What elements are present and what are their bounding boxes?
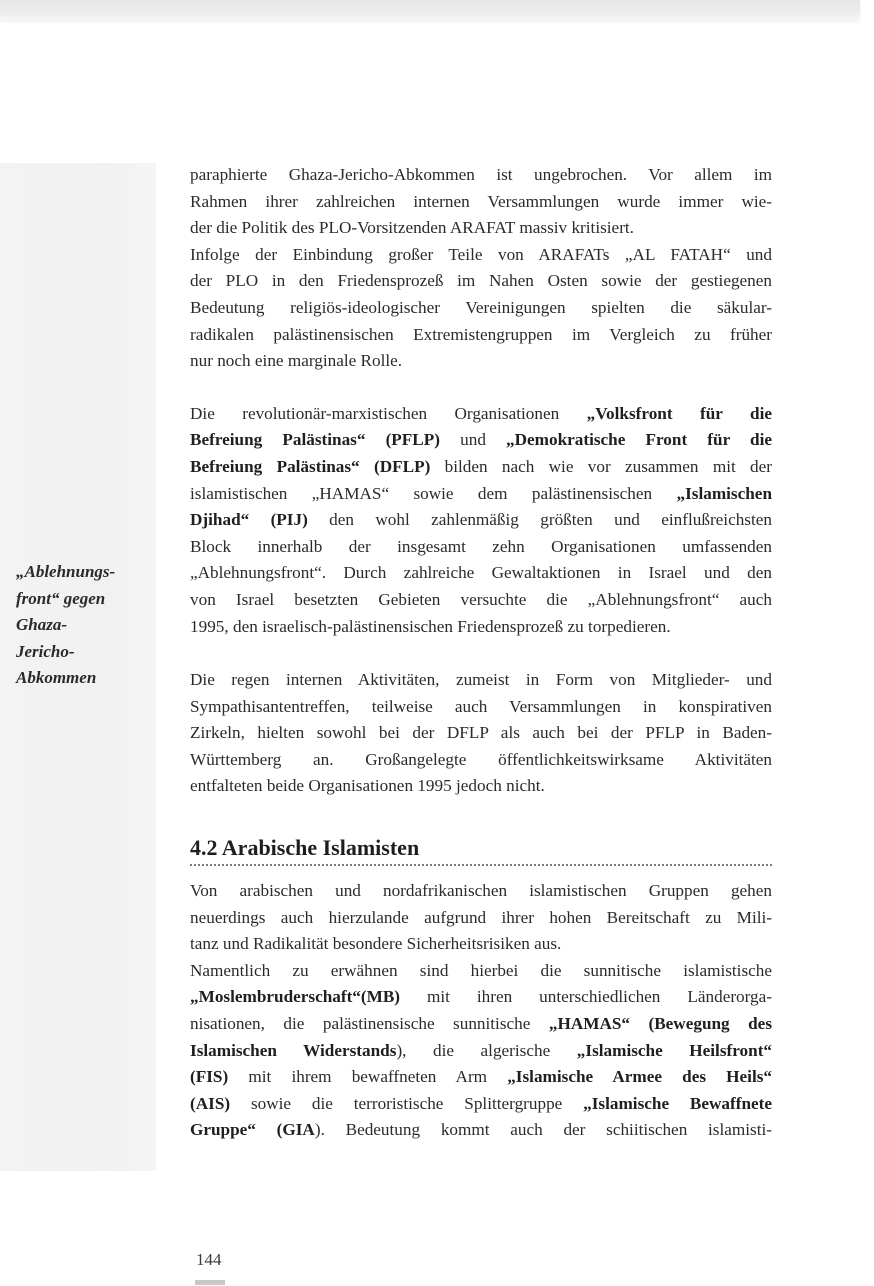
text-line: [190, 1064, 772, 1091]
text-run: ). Bedeutung kommt auch der schiitischen islamisti-: [314, 1120, 772, 1140]
org-name-hamas: „HAMAS“ (Bewegung des: [548, 1014, 772, 1034]
text-run: islamistischen „HAMAS“ sowie dem palästinensischen: [190, 483, 677, 503]
text-line: radikalen palästinensischen Extremistengruppen im Vergleich zu früher: [190, 324, 772, 344]
text-line: tanz und Radikalität besondere Sicherheitsrisiken aus.: [190, 934, 562, 954]
text-run: mit ihren unterschiedlichen Länderorga-: [400, 987, 772, 1007]
paragraph-internal-activities: [190, 667, 772, 800]
marginal-note-line: Jericho-: [16, 641, 75, 661]
text-line: Block innerhalb der insgesamt zehn Organisationen umfassenden: [190, 536, 772, 556]
text-line: nur noch eine marginale Rolle.: [190, 351, 403, 371]
text-line: entfalteten beide Organisationen 1995 jedoch nicht.: [190, 776, 545, 796]
org-name-dflp: Befreiung Palästinas“ (DFLP): [190, 456, 431, 476]
org-name-mb: „Moslembruderschaft“(MB): [190, 987, 401, 1007]
text-line: paraphierte Ghaza-Jericho-Abkommen ist ungebrochen. Vor allem im: [190, 165, 772, 184]
text-line: Infolge der Einbindung großer Teile von ARAFATs „AL FATAH“ und: [190, 244, 772, 264]
text-line: Sympathisantentreffen, teilweise auch Versammlungen in konspirativen: [190, 696, 772, 716]
text-run: ), die algerische: [396, 1040, 577, 1060]
text-line: [190, 1038, 772, 1065]
text-run: und: [440, 430, 507, 450]
text-line: [190, 454, 772, 481]
org-name-pij: Djihad“ (PIJ): [190, 510, 308, 530]
text-line: [190, 984, 772, 1011]
text-line: von Israel besetzten Gebieten versuchte die „Ablehnungsfront“ auch: [190, 589, 772, 609]
marginal-note-line: Abkommen: [16, 668, 97, 688]
text-run: Die revolutionär-marxistischen Organisationen: [190, 403, 587, 423]
org-name-fis: „Islamische Heilsfront“: [576, 1040, 772, 1060]
org-name-pflp: „Volksfront für die: [586, 403, 772, 423]
text-run: sowie die terroristische Splittergruppe: [230, 1093, 584, 1113]
page-number-marker: [195, 1280, 225, 1285]
org-name-gia: „Islamische Bewaffnete: [583, 1093, 772, 1113]
text-line: 1995, den israelisch-palästinensischen Friedensprozeß zu torpedieren.: [190, 616, 671, 636]
paragraph-peace-process: [190, 242, 772, 375]
text-run: nisationen, die palästinensische sunnitische: [190, 1014, 549, 1034]
text-line: „Ablehnungsfront“. Durch zahlreiche Gewaltaktionen in Israel und den: [190, 563, 772, 583]
text-line: Rahmen ihrer zahlreichen internen Versammlungen wurde immer wie-: [190, 191, 772, 211]
scan-top-edge: [0, 0, 860, 20]
text-line: [190, 1011, 772, 1038]
text-line: [190, 481, 772, 508]
text-line: der die Politik des PLO-Vorsitzenden ARAFAT massiv kritisiert.: [190, 218, 634, 238]
text-line: Namentlich zu erwähnen sind hierbei die sunnitische islamistische: [190, 960, 772, 980]
org-name-dflp: „Demokratische Front für die: [506, 430, 772, 450]
org-name-hamas: Islamischen Widerstands: [190, 1040, 397, 1060]
text-line: Bedeutung religiös-ideologischer Vereinigungen spielten die säkular-: [190, 297, 772, 317]
text-run: mit ihrem bewaffneten Arm: [228, 1067, 508, 1087]
paragraph-islamist-groups: [190, 958, 772, 1144]
org-name-ais: „Islamische Armee des Heils“: [507, 1067, 772, 1087]
text-line: Württemberg an. Großangelegte öffentlichkeitswirksame Aktivitäten: [190, 749, 772, 769]
marginal-note-line: front“ gegen: [16, 588, 106, 608]
text-line: [190, 427, 772, 454]
marginal-note: [16, 559, 156, 692]
text-line: der PLO in den Friedensprozeß im Nahen Osten sowie der gestiegenen: [190, 271, 772, 291]
org-name-ais: (AIS): [190, 1093, 231, 1113]
org-name-pflp: Befreiung Palästinas“ (PFLP): [190, 430, 440, 450]
text-line: Zirkeln, hielten sowohl bei der DFLP als auch bei der PFLP in Baden-: [190, 723, 772, 743]
text-line: [190, 1117, 772, 1144]
section-heading: 4.2 Arabische Islamisten: [190, 834, 772, 866]
paragraph-islamist-risks: [190, 878, 772, 958]
marginal-note-line: „Ablehnungs-: [16, 562, 116, 581]
org-name-fis: (FIS): [190, 1067, 229, 1087]
org-name-gia: Gruppe“ (GIA: [190, 1120, 315, 1140]
page-number: 144: [196, 1250, 222, 1269]
text-line: [190, 1091, 772, 1118]
body-text: [190, 162, 772, 1144]
text-line: [190, 507, 772, 534]
text-run: bilden nach wie vor zusammen mit der: [430, 456, 772, 476]
text-line: [190, 401, 772, 428]
paragraph-rejection-front: [190, 401, 772, 640]
org-name-pij: „Islamischen: [676, 483, 772, 503]
paragraph-arafat-criticism: [190, 162, 772, 242]
marginal-note-line: Ghaza-: [16, 615, 68, 635]
text-run: den wohl zahlenmäßig größten und einflußreichsten: [307, 510, 772, 530]
text-line: Von arabischen und nordafrikanischen islamistischen Gruppen gehen: [190, 881, 772, 901]
text-line: neuerdings auch hierzulande aufgrund ihrer hohen Bereitschaft zu Mili-: [190, 907, 772, 927]
text-line: Die regen internen Aktivitäten, zumeist in Form von Mitglieder- und: [190, 670, 772, 690]
